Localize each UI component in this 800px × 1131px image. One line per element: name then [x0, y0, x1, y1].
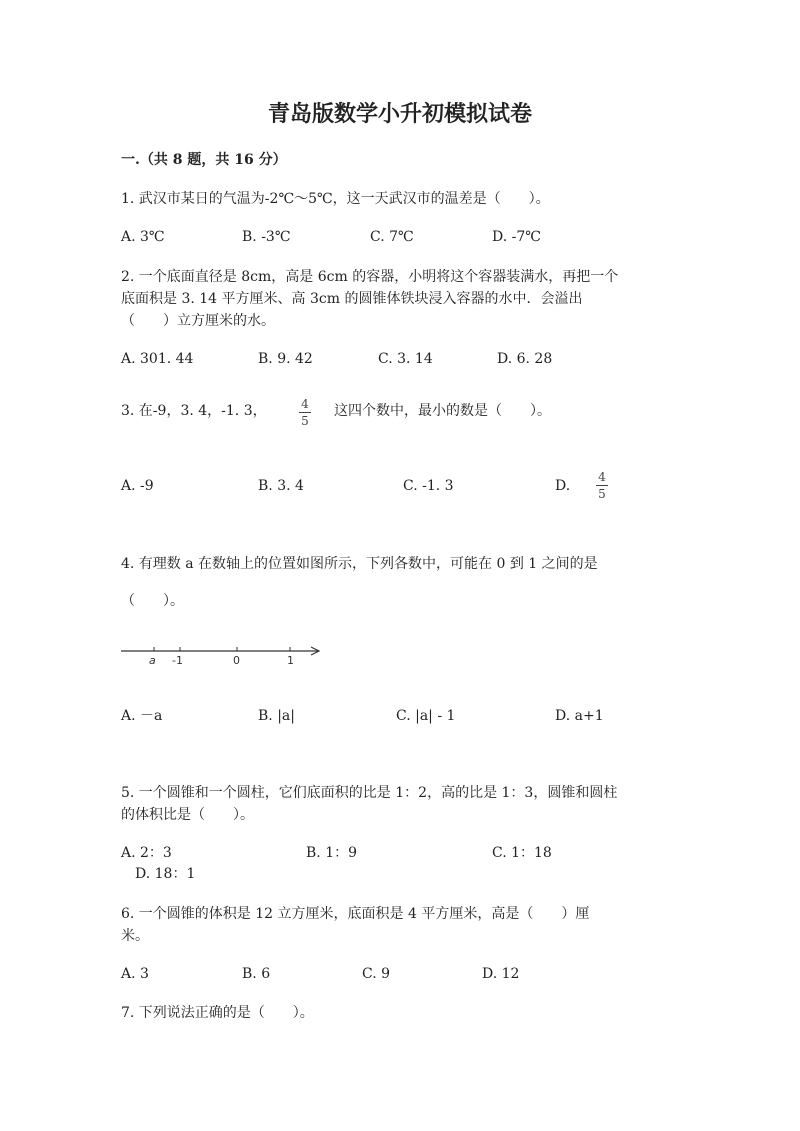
option-a: A. 2：3 [121, 845, 172, 861]
label-a: a [149, 654, 156, 667]
question-text-line-1: 6. 一个圆锥的体积是 12 立方厘米，底面积是 4 平方厘米，高是（ ）厘 [121, 906, 590, 922]
option-b: B. -3℃ [242, 229, 291, 245]
fraction-denominator: 5 [301, 414, 309, 428]
option-a: A. －a [121, 708, 163, 724]
question-text-line-2: 的体积比是（ ）。 [121, 807, 254, 823]
option-a: A. 3℃ [121, 229, 165, 245]
option-d-fraction [594, 470, 610, 501]
option-c: C. -1. 3 [403, 478, 454, 494]
number-line-figure [118, 640, 328, 670]
fraction-bar [596, 485, 608, 486]
fraction-four-fifths [297, 397, 313, 428]
option-d: D. 18：1 [135, 866, 196, 882]
option-d: D. [555, 478, 571, 494]
question-text-line-3: （ ）立方厘米的水。 [121, 313, 275, 329]
option-b: B. 9. 42 [258, 351, 313, 367]
page-title: 青岛版数学小升初模拟试卷 [267, 101, 532, 127]
option-c: C. 7℃ [370, 229, 414, 245]
fraction-numerator: 4 [598, 470, 606, 484]
question-text-line-1: 4. 有理数 a 在数轴上的位置如图所示，下列各数中，可能在 0 到 1 之间的是 [121, 556, 598, 572]
question-text-end: 这四个数中，最小的数是（ ）。 [334, 403, 551, 419]
fraction-denominator: 5 [598, 487, 606, 501]
option-b: B. 1：9 [306, 845, 358, 861]
fraction-bar [299, 412, 311, 413]
option-b: B. |a| [258, 708, 295, 724]
label-one: 1 [287, 654, 294, 667]
section-heading: 一.（共 8 题，共 16 分） [121, 152, 287, 168]
question-text-line-2: 米。 [121, 928, 149, 944]
question-text-line-1: 5. 一个圆锥和一个圆柱，它们底面积的比是 1：2，高的比是 1：3，圆锥和圆柱 [121, 785, 618, 801]
option-c: C. 1：18 [492, 845, 552, 861]
option-c: C. |a| - 1 [396, 708, 456, 724]
option-b: B. 6 [242, 966, 271, 982]
option-d: D. -7℃ [492, 229, 541, 245]
option-d: D. 12 [482, 966, 520, 982]
question-text-start: 3. 在-9，3. 4，-1. 3， [121, 403, 267, 419]
label-zero: 0 [233, 654, 240, 667]
option-d: D. 6. 28 [497, 351, 553, 367]
fraction-numerator: 4 [301, 397, 309, 411]
option-c: C. 9 [362, 966, 391, 982]
option-a: A. -9 [121, 478, 154, 494]
option-a: A. 3 [121, 966, 149, 982]
question-text-line-2: 底面积是 3. 14 平方厘米、高 3cm 的圆锥体铁块浸入容器的水中．会溢出 [121, 291, 583, 307]
option-a: A. 301. 44 [121, 351, 194, 367]
question-text: 1. 武汉市某日的气温为-2℃～5℃，这一天武汉市的温差是（ ）。 [121, 191, 550, 207]
option-d: D. a+1 [555, 708, 604, 724]
option-b: B. 3. 4 [258, 478, 304, 494]
option-c: C. 3. 14 [378, 351, 433, 367]
question-text-line-1: 2. 一个底面直径是 8cm，高是 6cm 的容器，小明将这个容器装满水，再把一个 [121, 269, 619, 285]
question-text-line-2: （ ）。 [121, 593, 184, 609]
question-text: 7. 下列说法正确的是（ ）。 [121, 1005, 314, 1021]
label-minus-one: -1 [172, 654, 183, 667]
